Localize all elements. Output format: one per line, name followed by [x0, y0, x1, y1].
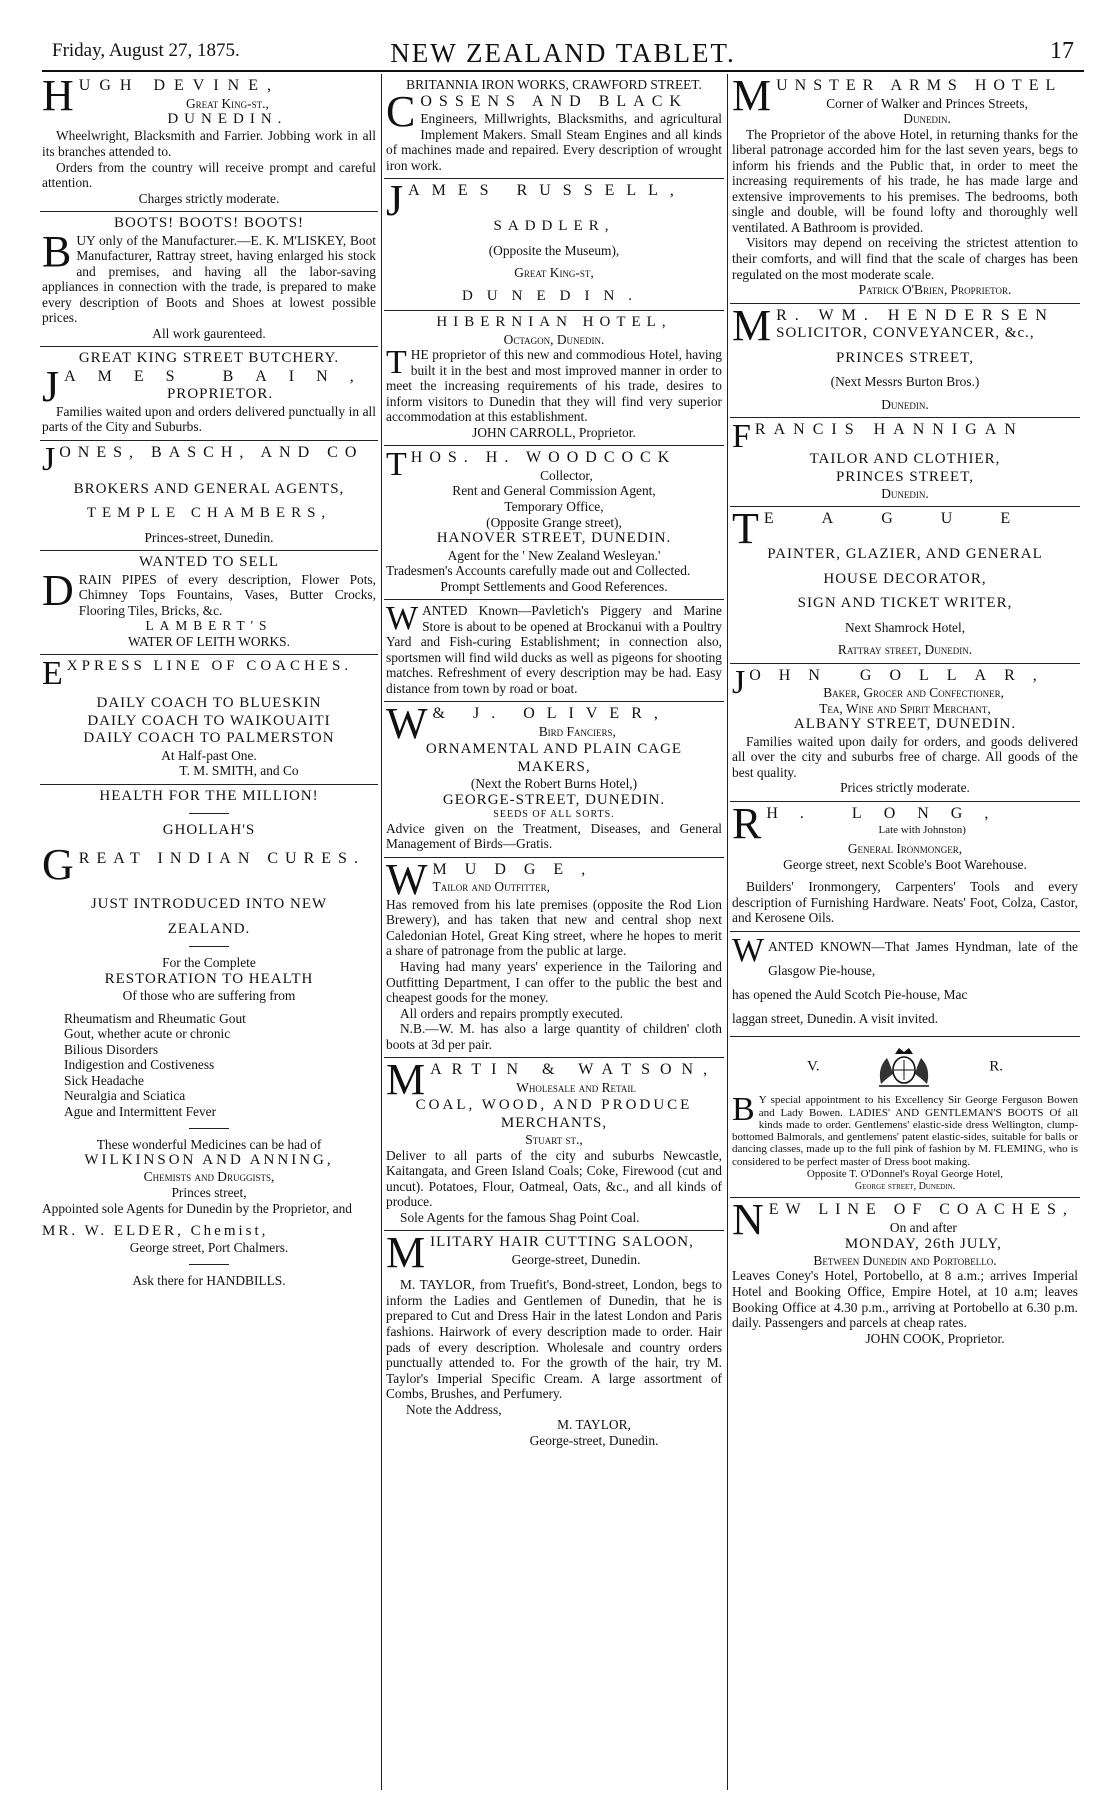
drop-cap: M	[732, 300, 772, 350]
ad-line: Great King-st,	[514, 265, 594, 281]
ad-text: Sole Agents for the famous Shag Point Coal.	[400, 1209, 640, 1225]
ad-title: WANTED TO SELL	[138, 554, 280, 571]
ad-line: SIGN AND TICKET WRITER,	[797, 595, 1013, 612]
ad-name: & J. OLIVER,	[432, 705, 670, 723]
ad-line: Note the Address,	[406, 1401, 502, 1417]
ad-role: Bird Fanciers,	[538, 723, 616, 739]
ad-line: DAILY COACH TO WAIKOUAITI	[87, 712, 331, 729]
ad-new-coaches	[730, 1195, 1080, 1351]
ad-title: HEALTH FOR THE MILLION!	[99, 787, 319, 804]
ad-name: HOS. H. WOODCOCK	[410, 449, 677, 467]
drop-cap: N	[732, 1195, 764, 1245]
ad-line: Dunedin.	[903, 111, 951, 127]
ad-line: Rent and General Commission Agent,	[452, 483, 656, 499]
ad-line: George-street, Dunedin.	[511, 1251, 641, 1267]
ad-line: ORNAMENTAL AND PLAIN CAGE	[425, 741, 683, 758]
crest-right-letter: R.	[989, 1058, 1003, 1075]
ad-james-russell	[384, 176, 724, 311]
ad-role: PROPRIETOR.	[166, 386, 274, 403]
ad-line: (Next the Robert Burns Hotel,)	[470, 776, 638, 792]
ad-military-hair	[384, 1228, 724, 1453]
ad-line: Late with Johnston)	[878, 823, 966, 836]
drop-cap: M	[732, 74, 772, 120]
ad-line: Rattray street, Dunedin.	[837, 642, 973, 658]
ad-line: GEORGE-STREET, DUNEDIN.	[442, 791, 666, 808]
ad-name: AMES RUSSELL,	[408, 182, 686, 200]
ad-text: RAIN PIPES of every description, Flower Pots, Chimney Tops Fountains, Vases, Butter Crocks, Flooring Tiles, Bricks, &c.	[78, 571, 376, 618]
drop-cap: B	[732, 1091, 755, 1129]
ailment-item: Sick Headache	[64, 1072, 144, 1088]
ad-text: HE proprietor of this new and commodious Hotel, having built it in the best and most improved manner in order to meet the increasing requirements of his trade, desires to inform visitors to Dunedin that they will find very superior accommodation at this establishment.	[386, 347, 722, 425]
ad-line: George street, next Scoble's Boot Warehouse.	[783, 856, 1027, 872]
ailment-item: Indigestion and Costiveness	[64, 1057, 215, 1073]
ad-role: Tailor and Outfitter,	[432, 879, 550, 895]
ailment-item: Gout, whether acute or chronic	[64, 1026, 231, 1042]
page-header	[42, 36, 1084, 72]
ad-line: SOLICITOR, CONVEYANCER, &c.,	[776, 325, 1035, 342]
ad-line: MR. W. ELDER, Chemist,	[42, 1223, 269, 1240]
ad-line: (Next Messrs Burton Bros.)	[830, 374, 980, 390]
ad-text: Leaves Coney's Hotel, Portobello, at 8 a.m.; arrives Imperial Hotel and Booking Office, Empire Hotel, at 10 a.m; leaves Booking Office at 4.30 p.m., arriving at Portobello at 6.30 p.m. daily. Passengers and parcels at cheap rates.	[732, 1268, 1078, 1331]
ad-line: Tea, Wine and Spirit Merchant,	[819, 700, 991, 716]
ad-text: Appointed sole Agents for Dunedin by the Proprietor, and	[42, 1200, 352, 1216]
ad-line: Octagon, Dunedin.	[503, 331, 605, 347]
ad-name: REAT INDIAN CURES.	[78, 850, 365, 868]
ad-fleming-boots	[730, 1037, 1080, 1198]
ad-munster-arms	[730, 74, 1080, 304]
ad-line: Corner of Walker and Princes Streets,	[826, 95, 1028, 111]
ad-line: Prompt Settlements and Good References.	[440, 578, 668, 594]
ad-name: RANCIS HANNIGAN	[754, 421, 1024, 439]
drop-cap: M	[386, 1228, 426, 1278]
ad-gollar	[730, 664, 1080, 802]
ad-hannigan	[730, 418, 1080, 507]
ad-title: BOOTS! BOOTS! BOOTS!	[113, 215, 304, 232]
ad-note: Charges strictly moderate.	[138, 190, 280, 206]
ad-oliver	[384, 699, 724, 857]
ad-line: ALBANY STREET, DUNEDIN.	[793, 716, 1017, 733]
ad-name: EAGUE	[763, 510, 1059, 528]
ad-line: Prices strictly moderate.	[840, 780, 970, 796]
ad-line: BROKERS AND GENERAL AGENTS,	[73, 480, 345, 497]
ad-text: ANTED Known—Pavletich's Piggery and Marine Store is about to be opened at Brockanui with a Poultry Yard and Fish-curing Establishment; in connection also, sportsmen will find wild ducks as well as pigeons for shooting matches. Refreshment of every description may be had. Easy distance from town by road or boat.	[386, 603, 722, 696]
column-3	[730, 74, 1080, 1792]
masthead-title: NEW ZEALAND TABLET.	[390, 38, 736, 68]
ad-line: Princes-street, Dunedin.	[144, 529, 274, 545]
ad-name: MUDGE,	[432, 860, 604, 878]
ad-wanted-to-sell	[40, 551, 378, 655]
ad-address: Great King-st.,	[185, 95, 269, 111]
issue-date: Friday, August 27, 1875.	[52, 40, 240, 61]
ad-sign: M. TAYLOR,	[557, 1417, 631, 1433]
drop-cap: G	[42, 840, 74, 890]
ad-line: General Ironmonger,	[847, 840, 963, 856]
ad-line: Next Shamrock Hotel,	[844, 619, 966, 635]
ad-sign: T. M. SMITH, and Co	[179, 763, 299, 779]
drop-cap: J	[42, 361, 60, 411]
ad-line: PAINTER, GLAZIER, AND GENERAL	[767, 546, 1043, 563]
ad-line: PRINCES STREET,	[835, 468, 975, 485]
ad-line: SEEDS OF ALL SORTS.	[493, 809, 615, 821]
ad-line: Agent for the ' New Zealand Wesleyan.'	[447, 547, 661, 563]
ad-martin-watson	[384, 1055, 724, 1231]
ad-line: Ask there for HANDBILLS.	[132, 1273, 286, 1289]
ad-line: TAILOR AND CLOTHIER,	[809, 451, 1001, 468]
ad-text: Families waited upon and orders delivered punctually in all parts of the City and Suburbs.	[42, 403, 376, 435]
ad-text: Visitors may depend on receiving the strictest attention to their comforts, and will find that the scale of charges has been regulated on the most moderate scale.	[732, 235, 1078, 282]
ad-text: Y special appointment to his Excellency Sir George Ferguson Bowen and Lady Bowen. LADIES' AND GENTLEMAN'S BOOTS Of all kinds made to order. Gentlemens' elastic-side dress Wellington, clump-bottomed Balmorals, and gentlemens' patent elastic-sides, suitable for balls or dancing classes, made up to the full pink of fashion by M. FLEMING, who is considered to be perfect master of Dress boot making.	[732, 1094, 1078, 1168]
ad-hendersen	[730, 300, 1080, 418]
ad-woodcock	[384, 446, 724, 600]
ad-text: laggan street, Dunedin. A visit invited.	[732, 1011, 939, 1027]
ad-text: Has removed from his late premises (opposite the Rod Lion Brewery), and has taken that new and central shop next Caledonian Hotel, Great King street, where he hopes to merit a share of patronage from the public at large.	[386, 896, 722, 959]
ailment-item: Bilious Disorders	[64, 1041, 159, 1057]
ad-name: ONES, BASCH, AND CO	[59, 443, 364, 461]
drop-cap: H	[42, 74, 74, 120]
ad-line: Dunedin.	[881, 396, 929, 412]
ad-text: Builders' Ironmongery, Carpenters' Tools and every description of Furnishing Hardware. Neats' Foot, Colza, Castor, and Kerosene Oils.	[732, 879, 1078, 926]
ad-text: Wheelwright, Blacksmith and Farrier. Jobbing work in all its branches attended to.	[42, 128, 376, 160]
ad-line: SADDLER,	[493, 218, 615, 235]
ad-name: EW LINE OF COACHES,	[768, 1201, 1074, 1219]
ailment-item: Ague and Intermittent Fever	[64, 1103, 217, 1119]
ad-butchery	[40, 347, 378, 440]
ad-text: Families waited upon daily for orders, and goods delivered all over the city and suburbs free of charge. All goods of the best quality.	[732, 733, 1078, 780]
ad-line: On and after	[889, 1219, 957, 1235]
ad-line: (Opposite the Museum),	[488, 242, 620, 258]
ad-text: Engineers, Millwrights, Blacksmiths, and agricultural Implement Makers. Small Steam Engines and all kinds of machines made and repaired. Every description of wrought iron work.	[386, 111, 722, 173]
drop-cap: W	[386, 600, 419, 638]
ad-text: All orders and repairs promptly executed.	[400, 1005, 624, 1021]
ad-line: (Opposite Grange street),	[486, 514, 622, 530]
ad-text: has opened the Auld Scotch Pie-house, Mac	[732, 986, 968, 1002]
drop-cap: M	[386, 1055, 426, 1105]
ad-line: JUST INTRODUCED INTO NEW	[90, 896, 328, 913]
ad-line: Baker, Grocer and Confectioner,	[823, 685, 1004, 701]
column-2	[384, 74, 724, 1792]
ad-role: Wholesale and Retail	[516, 1079, 636, 1095]
ad-name: LAMBERT'S	[145, 618, 273, 634]
ad-jones-basch	[40, 441, 378, 551]
ad-name: UGH DEVINE,	[78, 77, 280, 94]
ad-teague	[730, 504, 1080, 663]
ad-express-coaches	[40, 655, 378, 784]
drop-cap: T	[386, 446, 407, 484]
ad-hibernian	[384, 311, 724, 446]
ad-line: RESTORATION TO HEALTH	[104, 970, 314, 987]
ad-britannia	[384, 74, 724, 179]
drop-cap: W	[732, 931, 765, 969]
ad-sign: Patrick O'Brien, Proprietor.	[858, 282, 1012, 298]
ad-name: OHN GOLLAR,	[749, 666, 1055, 684]
ad-name: R. WM. HENDERSEN	[776, 306, 1055, 324]
ad-line: Collector,	[540, 467, 593, 483]
ad-text: The Proprietor of the above Hotel, in returning thanks for the liberal patronage accorded him for the last seven years, begs to inform his friends and the Public that, in order to meet the increasing requirements of his trade, he has made large and extensive improvements to his premises. The bedrooms, both single and double, will be found lofty and thoroughly well ventilated. A Bathroom is provided.	[732, 126, 1078, 235]
ad-wanted-known-pavletich	[384, 600, 724, 702]
drop-cap: W	[386, 699, 428, 749]
drop-cap: J	[42, 440, 56, 478]
ad-sign: JOHN COOK, Proprietor.	[865, 1330, 1005, 1346]
royal-arms-row	[732, 1040, 1078, 1094]
ad-name: AMES BAIN,	[64, 367, 376, 385]
ad-name: ARTIN & WATSON,	[430, 1061, 718, 1079]
drop-cap: B	[42, 226, 72, 276]
column-1	[40, 74, 378, 1792]
ad-text: Advice given on the Treatment, Diseases, and General Management of Birds—Gratis.	[386, 820, 722, 852]
royal-crest-icon	[873, 1044, 935, 1090]
ad-text: Deliver to all parts of the city and suburbs Newcastle, Kaitangata, and Green Island Coals; Coke, Firewood (cut and uncut). Potatoes, Flour, Oatmeal, Oats, &c., and all kinds of produce.	[386, 1147, 722, 1210]
ad-line: HOUSE DECORATOR,	[823, 570, 987, 587]
ad-note: All work gaurenteed.	[152, 325, 266, 341]
ad-text: N.B.—W. M. has also a large quantity of children' cloth boots at 3d per pair.	[386, 1021, 722, 1052]
ad-line: For the Complete	[162, 955, 256, 971]
ad-line: Temporary Office,	[504, 499, 604, 515]
ad-line: MONDAY, 26th JULY,	[844, 1235, 1002, 1252]
ad-health	[40, 785, 378, 1294]
ad-line: WATER OF LEITH WORKS.	[128, 633, 290, 649]
ailment-item: Rheumatism and Rheumatic Gout	[64, 1010, 246, 1026]
ad-text: M. TAYLOR, from Truefit's, Bond-street, London, begs to inform the Ladies and Gentlemen of Dunedin, that he is prepared to Cut and Dress Hair in the latest London and Paris fashions. Hairwork of every description made to order. Hair pads of every description. Wholesale and country orders punctually attended to. For the growth of the hair, try M. Taylor's Imperial Specific Cream. A large assortment of Combs, Brushes, and Perfumery.	[386, 1277, 722, 1402]
ailment-item: Neuralgia and Sciatica	[64, 1088, 186, 1104]
ad-line: Of those who are suffering from	[122, 988, 296, 1004]
ad-line: Stuart st.,	[525, 1132, 583, 1148]
ad-name: H. LONG,	[766, 804, 1011, 822]
ad-hugh-devine	[40, 74, 378, 212]
ad-line: Princes street,	[171, 1185, 247, 1200]
ad-line: HANOVER STREET, DUNEDIN.	[436, 530, 672, 547]
ad-line: Dunedin.	[881, 485, 929, 501]
ad-line: Chemists and Druggists,	[143, 1169, 275, 1185]
ad-line: COAL, WOOD, AND PRODUCE	[415, 1097, 693, 1114]
ad-line: George street, Dunedin.	[854, 1180, 956, 1192]
page-number: 17	[1050, 38, 1074, 64]
column-rule-2	[727, 74, 728, 1790]
drop-cap: J	[732, 663, 746, 701]
ad-text: Orders from the country will receive prompt and careful attention.	[42, 159, 376, 191]
drop-cap: F	[732, 418, 751, 456]
ailment-list	[42, 1011, 376, 1120]
ad-name: UNSTER ARMS HOTEL	[776, 77, 1063, 94]
drop-cap: T	[386, 344, 407, 382]
drop-cap: C	[386, 86, 416, 136]
ad-sign: JOHN CARROLL, Proprietor.	[472, 424, 636, 440]
ad-text: ANTED KNOWN—That James Hyndman, late of the Glasgow Pie-house,	[768, 938, 1078, 978]
ad-title: GREAT KING STREET BUTCHERY.	[78, 350, 340, 367]
ad-text: UY only of the Manufacturer.—E. K. M'LISKEY, Boot Manufacturer, Rattray street, having enlarged his stock and premises, and having all the labor-saving appliances in connection with the trade, is prepared to make every description of Boots and Shoes at lowest possible prices.	[42, 232, 376, 326]
ad-line: DUNEDIN.	[461, 287, 647, 304]
crest-left-letter: V.	[807, 1058, 820, 1075]
ad-long	[730, 798, 1080, 932]
ad-line: PRINCES STREET,	[835, 349, 975, 366]
ad-title: HIBERNIAN HOTEL,	[436, 314, 672, 331]
ad-line: TEMPLE CHAMBERS,	[86, 505, 332, 522]
column-rule-1	[381, 74, 382, 1790]
ad-name: OSSENS AND BLACK	[420, 92, 688, 110]
ad-line: At Half-past One.	[161, 747, 257, 763]
drop-cap: D	[42, 565, 74, 615]
drop-cap: E	[42, 655, 63, 693]
ad-line: ZEALAND.	[167, 920, 251, 937]
ad-line: These wonderful Medicines can be had of	[96, 1136, 322, 1152]
ad-line: DAILY COACH TO PALMERSTON	[83, 730, 335, 747]
ad-city: DUNEDIN.	[167, 111, 288, 128]
ad-boots	[40, 212, 378, 347]
ad-line: DAILY COACH TO BLUESKIN	[96, 695, 322, 712]
ad-sign: George-street, Dunedin.	[529, 1432, 659, 1448]
ad-name: ILITARY HAIR CUTTING SALOON,	[430, 1234, 694, 1251]
ad-hyndman	[730, 932, 1080, 1038]
ad-line: Opposite T. O'Donnel's Royal George Hotel,	[806, 1168, 1004, 1181]
ad-line: MAKERS,	[517, 758, 591, 775]
drop-cap: J	[386, 176, 404, 226]
ad-text: Tradesmen's Accounts carefully made out and Collected.	[386, 563, 691, 579]
ad-brand: GHOLLAH'S	[162, 822, 256, 839]
ad-title: XPRESS LINE OF COACHES.	[66, 658, 353, 675]
ad-title: BRITANNIA IRON WORKS, CRAWFORD STREET.	[406, 77, 702, 92]
drop-cap: T	[732, 504, 759, 554]
ad-line: MERCHANTS,	[500, 1114, 608, 1131]
ad-line: WILKINSON AND ANNING,	[84, 1152, 334, 1169]
drop-cap: R	[732, 798, 762, 848]
drop-cap: W	[386, 854, 428, 904]
ad-mudge	[384, 854, 724, 1058]
ad-line: George street, Port Chalmers.	[129, 1240, 289, 1256]
ad-line: Between Dunedin and Portobello.	[813, 1252, 997, 1268]
ad-text: Having had many years' experience in the Tailoring and Outfitting Department, I can offer to the public the best and cheapest goods for the money.	[386, 959, 722, 1006]
